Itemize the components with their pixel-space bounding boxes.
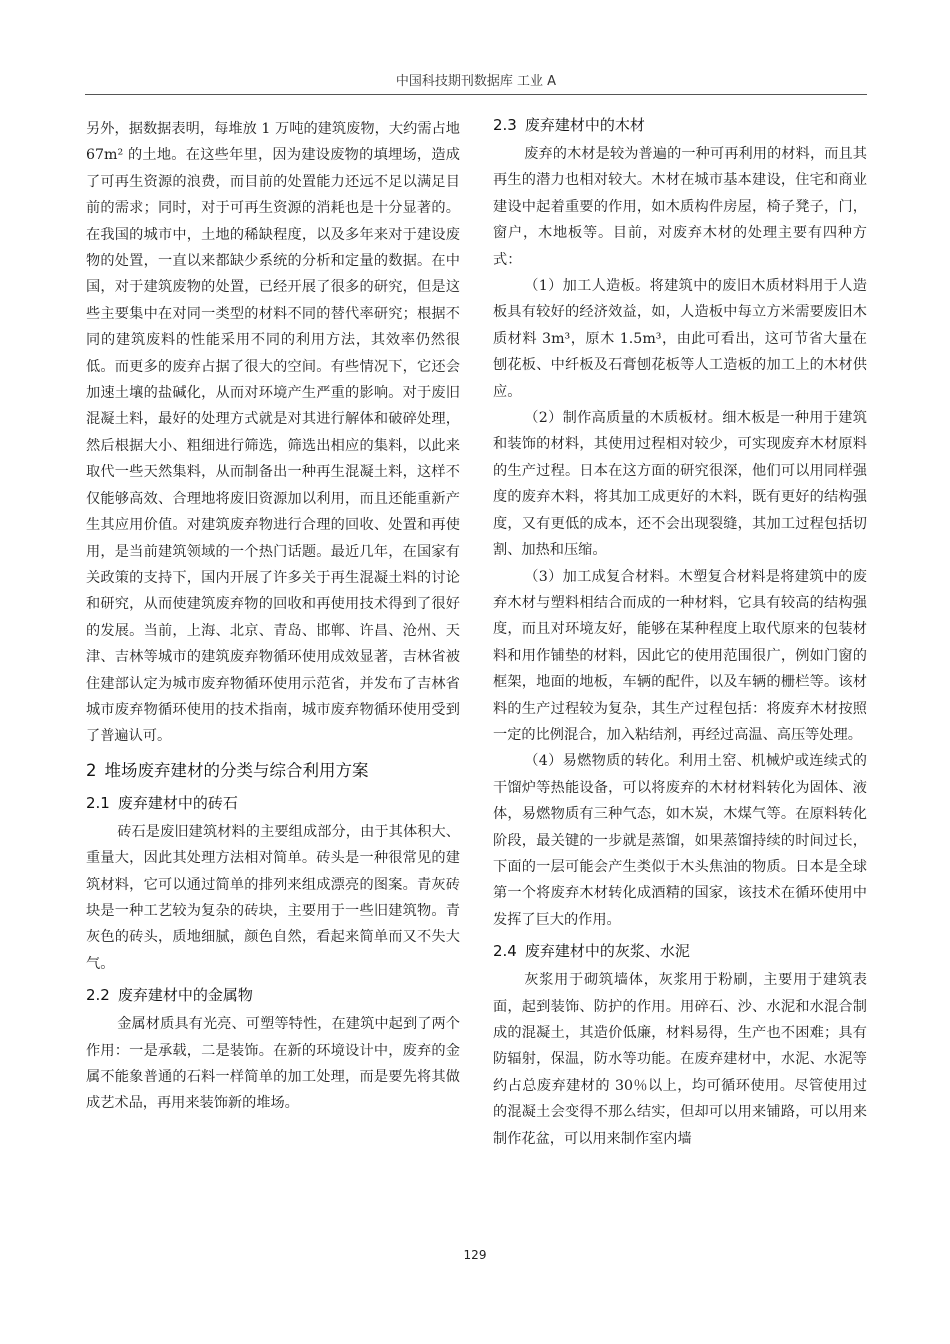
section-2-4-body: 灰浆用于砌筑墙体，灰浆用于粉刷，主要用于建筑表面，起到装饰、防护的作用。用碎石、沙、水泥和水混合制成的混凝土，其造价低廉，材料易得，生产也不困难；具有防辐射，保温，防水等功能。在废弃建材中，水泥、水泥等约占总废弃建材的 30％以上，均可循环使用。尽管使用过的混凝土会变得不那么结实，但却可以用来铺路，可以用来制作花盆，可以用来制作室内墙 [493,972,867,1147]
section-2-2-heading [86,982,460,1008]
section-2-3-body: 废弃的木材是较为普遍的一种可再利用的材料，而且其再生的潜力也相对较大。木材在城市基本建设，住宅和商业建设中起着重要的作用，如木质构件房屋，椅子凳子，门，窗户，木地板等。目前，对废弃木材的处理主要有四种方式： [493,146,867,268]
section-2-3-heading [493,112,867,138]
section-2-1-heading [86,790,460,816]
wood-method-1: （1）加工人造板。将建筑中的废旧木质材料用于人造板具有较好的经济效益，如，人造板中每立方米需要废旧木质材料 3m³，原木 1.5m³，由此可看出，这可节省大量在刨花板、中纤板及石膏刨花板等人工造板的加工上的木材供应。 [493,278,867,400]
left-column [86,116,460,1117]
section-2-3-number: 2.3 [493,116,517,134]
section-2-2-number: 2.2 [86,986,110,1005]
section-2-1-number: 2.1 [86,793,110,812]
section-2-4-number: 2.4 [493,942,517,961]
section-2-2-body: 金属材质具有光亮、可塑等特性，在建筑中起到了两个作用：一是承载，二是装饰。在新的环境设计中，废弃的金属不能象普通的石料一样简单的加工处理，而是要先将其做成艺术品，再用来装饰新的堆场。 [86,1016,460,1112]
intro-paragraph: 另外，据数据表明，每堆放 1 万吨的建筑废物，大约需占地 67m² 的土地。在这些年里，因为建设废物的填埋场，造成了可再生资源的浪费，而目前的处置能力还远不足以满足目前的需求；同时，对于可再生资源的消耗也是十分显著的。在我国的城市中，土地的稀缺程度，以及多年来对于建设废物的处置，一直以来都缺少系统的分析和定量的数据。在中国，对于建筑废物的处置，已经开展了很多的研究，但是这些主要集中在对同一类型的材料不同的替代率研究；根据不同的建筑废料的性能采用不同的利用方法，其效率仍然很低。而更多的废弃占据了很大的空间。有些情况下，它还会加速土壤的盐碱化，从而对环境产生严重的影响。对于废旧混凝土料，最好的处理方式就是对其进行解体和破碎处理，然后根据大小、粗细进行筛选，筛选出相应的集料，以此来取代一些天然集料，从而制备出一种再生混凝土料，这样不仅能够高效、合理地将废旧资源加以利用，而且还能重新产生其应用价值。对建筑废弃物进行合理的回收、处置和再使用，是当前建筑领域的一个热门话题。最近几年，在国家有关政策的支持下，国内开展了许多关于再生混凝土料的讨论和研究，从而使建筑废弃物的回收和再使用技术得到了很好的发展。当前，上海、北京、青岛、邯郸、许昌、沧州、天津、吉林等城市的建筑废弃物循环使用成效显著，吉林省被住建部认定为城市废弃物循环使用示范省，并发布了吉林省城市废弃物循环使用的技术指南，城市废弃物循环使用受到了普遍认可。 [86,121,460,745]
section-2-1-body: 砖石是废旧建筑材料的主要组成部分，由于其体积大、重量大，因此其处理方法相对简单。砖头是一种很常见的建筑材料，它可以通过简单的排列来组成漂亮的图案。青灰砖块是一种工艺较为复杂的砖块，主要用于一些旧建筑物。青灰色的砖头，质地细腻，颜色自然，看起来简单而又不失大气。 [86,823,460,972]
wood-method-4: （4）易燃物质的转化。利用土窑、机械炉或连续式的干馏炉等热能设备，可以将废弃的木材材料转化为固体、液体，易燃物质有三种气态，如木炭，木煤气等。在原料转化阶段，最关键的一步就是蒸馏，如果蒸馏持续的时间过长，下面的一层可能会产生类似于木头焦油的物质。日本是全球第一个将废弃木材转化成酒精的国家，该技术在循环使用中发挥了巨大的作用。 [493,753,867,928]
journal-header: 中国科技期刊数据库 工业 A [395,74,557,89]
section-2-4-title: 废弃建材中的灰浆、水泥 [524,942,690,961]
section-2-number: 2 [86,760,97,780]
wood-method-3: （3）加工成复合材料。木塑复合材料是将建筑中的废弃木材与塑料相结合而成的一种材料，它具有较高的结构强度，而且对环境友好，能够在某种程度上取代原来的包装材料和用作铺垫的材料，因此它的使用范围很广，例如门窗的框架，地面的地板，车辆的配件，以及车辆的栅栏等。该材料的生产过程较为复杂，其生产过程包括：将废弃木材按照一定的比例混合，加入粘结剂，再经过高温、高压等处理。 [493,568,867,743]
section-2-1-title: 废弃建材中的砖石 [117,793,238,812]
section-2-title: 堆场废弃建材的分类与综合利用方案 [104,760,369,780]
header-divider [85,94,867,95]
section-2-3-title: 废弃建材中的木材 [524,116,645,134]
wood-method-2: （2）制作高质量的木质板材。细木板是一种用于建筑和装饰的材料，其使用过程相对较少，可实现废弃木材原料的生产过程。日本在这方面的研究很深，他们可以用同样强度的废弃木料，将其加工成更好的木料，既有更好的结构强度，又有更低的成本，还不会出现裂缝，其加工过程包括切割、加热和压缩。 [493,410,867,559]
section-2-heading [86,757,460,785]
page-number: 129 [463,1248,487,1262]
right-column [493,116,867,1152]
section-2-2-title: 废弃建材中的金属物 [117,986,253,1005]
section-2-4-heading [493,938,867,964]
